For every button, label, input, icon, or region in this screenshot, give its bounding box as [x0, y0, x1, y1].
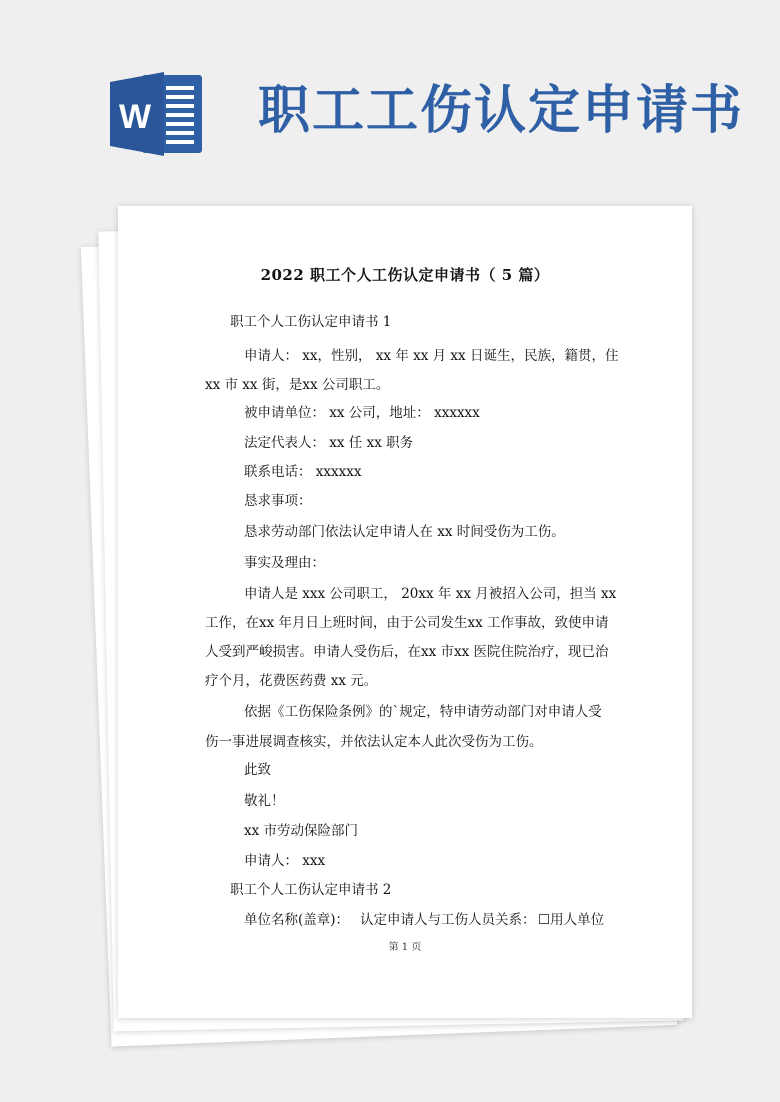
document-title: 2022 职工个人工伤认定申请书（ 5 篇） [260, 266, 550, 284]
word-logo-letter: W [118, 98, 152, 136]
legal-representative-line: 法定代表人： xx 任 xx 职务 [244, 435, 414, 451]
applicant-line-2: xx 市 xx 街，是xx 公司职工。 [205, 377, 390, 393]
request-heading: 恳求事项： [244, 493, 312, 509]
document-page [118, 206, 692, 1018]
section1-heading: 职工个人工伤认定申请书 1 [230, 314, 392, 330]
closing-salutation: 此致 [244, 762, 271, 778]
facts-line-2: 工作，在xx 年月日上班时间，由于公司发生xx 工作事故，致使申请 [205, 615, 609, 631]
form-relation-label: 认定申请人与工伤人员关系： [360, 912, 536, 928]
signature-line: 申请人： xxx [244, 853, 326, 869]
closing-respect: 敬礼！ [244, 793, 285, 809]
facts-line-3: 人受到严峻损害。申请人受伤后，在xx 市xx 医院住院治疗，现已治 [205, 644, 609, 660]
basis-line-1: 依据《工伤保险条例》的`规定，特申请劳动部门对申请人受 [244, 704, 602, 720]
section2-heading: 职工个人工伤认定申请书 2 [230, 882, 392, 898]
recipient-line: xx 市劳动保险部门 [244, 823, 359, 839]
respondent-line: 被申请单位： xx 公司，地址： xxxxxx [244, 405, 480, 421]
form-checkbox-employer[interactable]: ☐用人单位 [538, 912, 605, 928]
facts-line-1: 申请人是 xxx 公司职工， 20xx 年 xx 月被招入公司，担当 xx [244, 586, 617, 602]
page-number: 第 1 页 [388, 942, 422, 953]
header-title: 职工工伤认定申请书 [258, 81, 745, 141]
form-unit-label: 单位名称(盖章)： [244, 912, 350, 928]
request-body: 恳求劳动部门依法认定申请人在 xx 时间受伤为工伤。 [244, 524, 565, 540]
applicant-line-1: 申请人： xx，性别， xx 年 xx 月 xx 日诞生，民族，籍贯，住 [244, 348, 619, 364]
basis-line-2: 伤一事进展调查核实，并依法认定本人此次受伤为工伤。 [205, 734, 543, 750]
facts-line-4: 疗个月，花费医药费 xx 元。 [205, 673, 378, 689]
facts-heading: 事实及理由： [244, 555, 325, 571]
word-document-icon [108, 69, 208, 159]
phone-line: 联系电话： xxxxxx [244, 464, 362, 480]
